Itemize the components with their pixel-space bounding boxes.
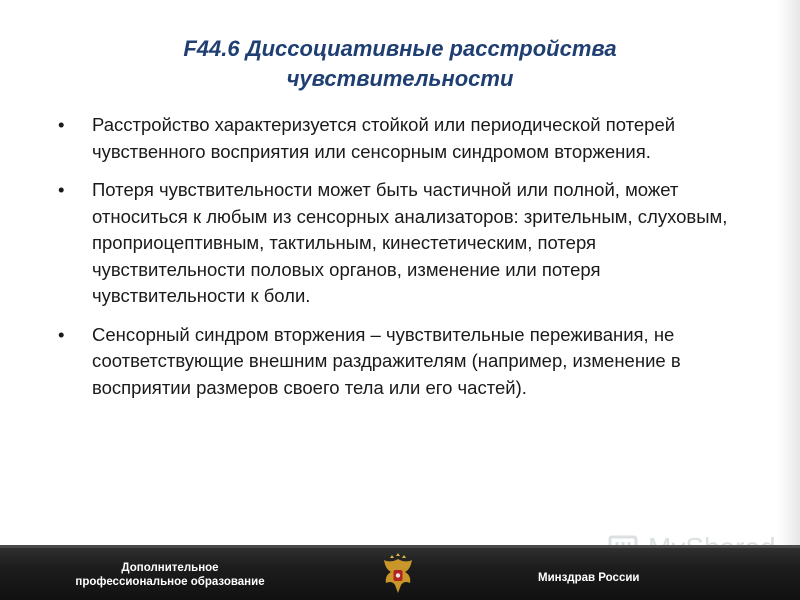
footer-right-caption: Минздрав России [538,572,640,584]
bullet-dot-icon: • [58,114,65,135]
slide-title [90,34,710,94]
bullet-text: Сенсорный синдром вторжения – чувствительные переживания, не соответствующие внешним раздражителям (например, изменение в восприятии размеров своего тела или его частей). [92,323,681,398]
slide-title-line-2: чувствительности [286,66,514,91]
footer-left-caption [40,561,300,589]
bullet-dot-icon: • [58,323,65,345]
bullet-text: Расстройство характеризуется стойкой или периодической потерей чувственного восприятия или сенсорным синдромом вторжения. [92,114,676,162]
footer-edge [0,545,800,548]
bullet-list [56,112,746,413]
bullet-item [56,177,746,310]
side-shade [778,0,800,545]
slide-title-line-1: F44.6 Диссоциативные расстройства [183,36,617,61]
double-headed-eagle-emblem-icon [376,553,420,597]
bullet-text: Потеря чувствительности может быть частичной или полной, может относиться к любым из сенсорных анализаторов: зрительным, слуховым, проприоцептивным, тактильным, кинестетическим, потеря чувствительности половых органов, изменение или потеря чувствительности к боли. [92,179,728,306]
bullet-item [56,322,746,402]
footer-left-line-1: Дополнительное [121,562,219,574]
footer-left-line-2: профессиональное образование [75,576,265,588]
bullet-dot-icon: • [58,179,65,200]
bullet-item [56,112,746,165]
